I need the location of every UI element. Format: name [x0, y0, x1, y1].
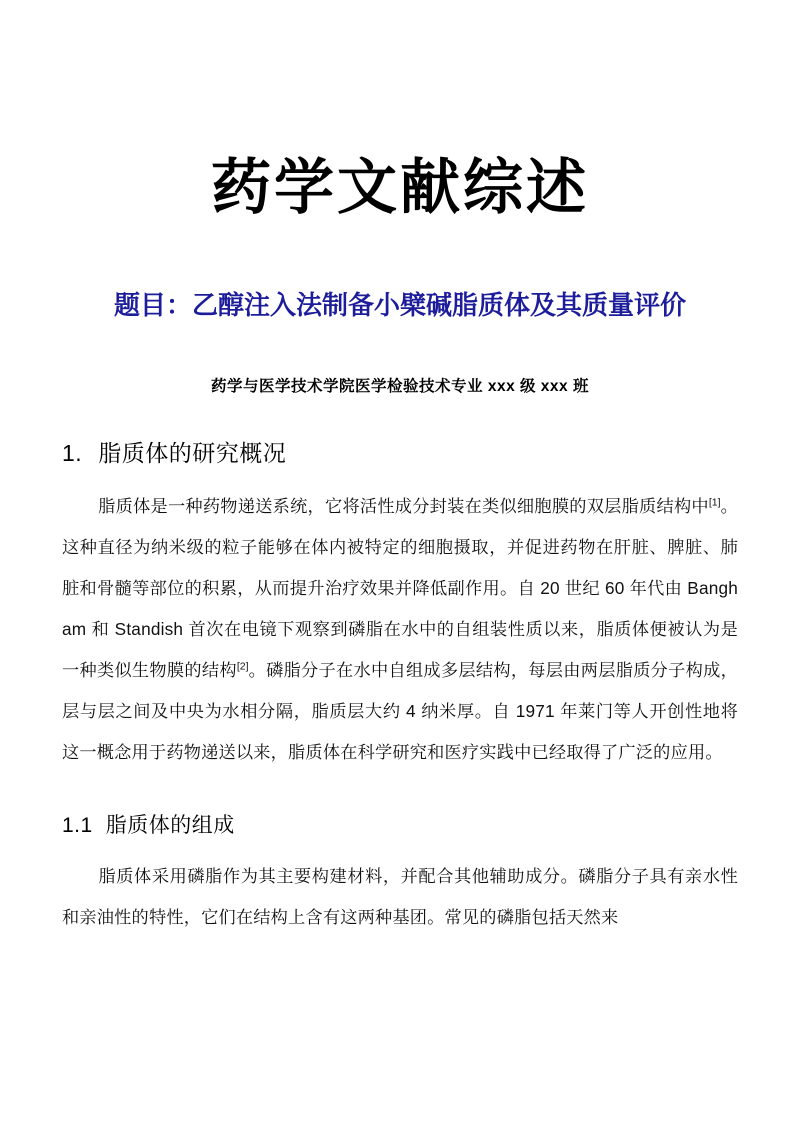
- section-heading-1-1: [62, 773, 738, 839]
- section-number-1-1: 1.1: [62, 814, 93, 838]
- paragraph-1-text-c: 。磷脂分子在水中自组成多层结构，每层由两层脂质分子构成，层与层之间及中央为水相分隔，脂质层大约 4 纳米厚。自 1971 年莱门等人开创性地将这一概念用于药物递送以来，脂质体在科学研究和医疗实践中已经取得了广泛的应用。: [62, 660, 738, 763]
- document-subtitle: 题目：乙醇注入法制备小檗碱脂质体及其质量评价: [113, 290, 686, 320]
- section-number-1: 1.: [62, 440, 83, 467]
- paragraph-1: [62, 468, 738, 773]
- document-byline: 药学与医学技术学院医学检验技术专业 xxx 级 xxx 班: [211, 378, 589, 396]
- citation-ref-2: [2]: [236, 660, 249, 673]
- paragraph-1-text-b: 。这种直径为纳米级的粒子能够在体内被特定的细胞摄取，并促进药物在肝脏、脾脏、肺脏和骨髓等部位的积累，从而提升治疗效果并降低副作用。自 20 世纪 60 年代由 Bangham 和 Standish 首次在电镜下观察到磷脂在水中的自组装性质以来，脂质体便被认为是一种类似生物膜的结构: [62, 496, 738, 681]
- paragraph-2-text: 脂质体采用磷脂作为其主要构建材料，并配合其他辅助成分。磷脂分子具有亲水性和亲油性的特性，它们在结构上含有这两种基团。常见的磷脂包括天然来: [62, 866, 738, 928]
- citation-ref-1: [1]: [708, 496, 721, 509]
- paragraph-1-text-a: 脂质体是一种药物递送系统，它将活性成分封装在类似细胞膜的双层脂质结构中: [98, 496, 709, 517]
- section-heading-1: [62, 397, 738, 468]
- paragraph-2: [62, 839, 738, 938]
- section-title-1-1: 脂质体的组成: [105, 814, 235, 838]
- section-title-1: 脂质体的研究概况: [98, 440, 287, 467]
- page-title: 药学文献综述: [211, 153, 589, 223]
